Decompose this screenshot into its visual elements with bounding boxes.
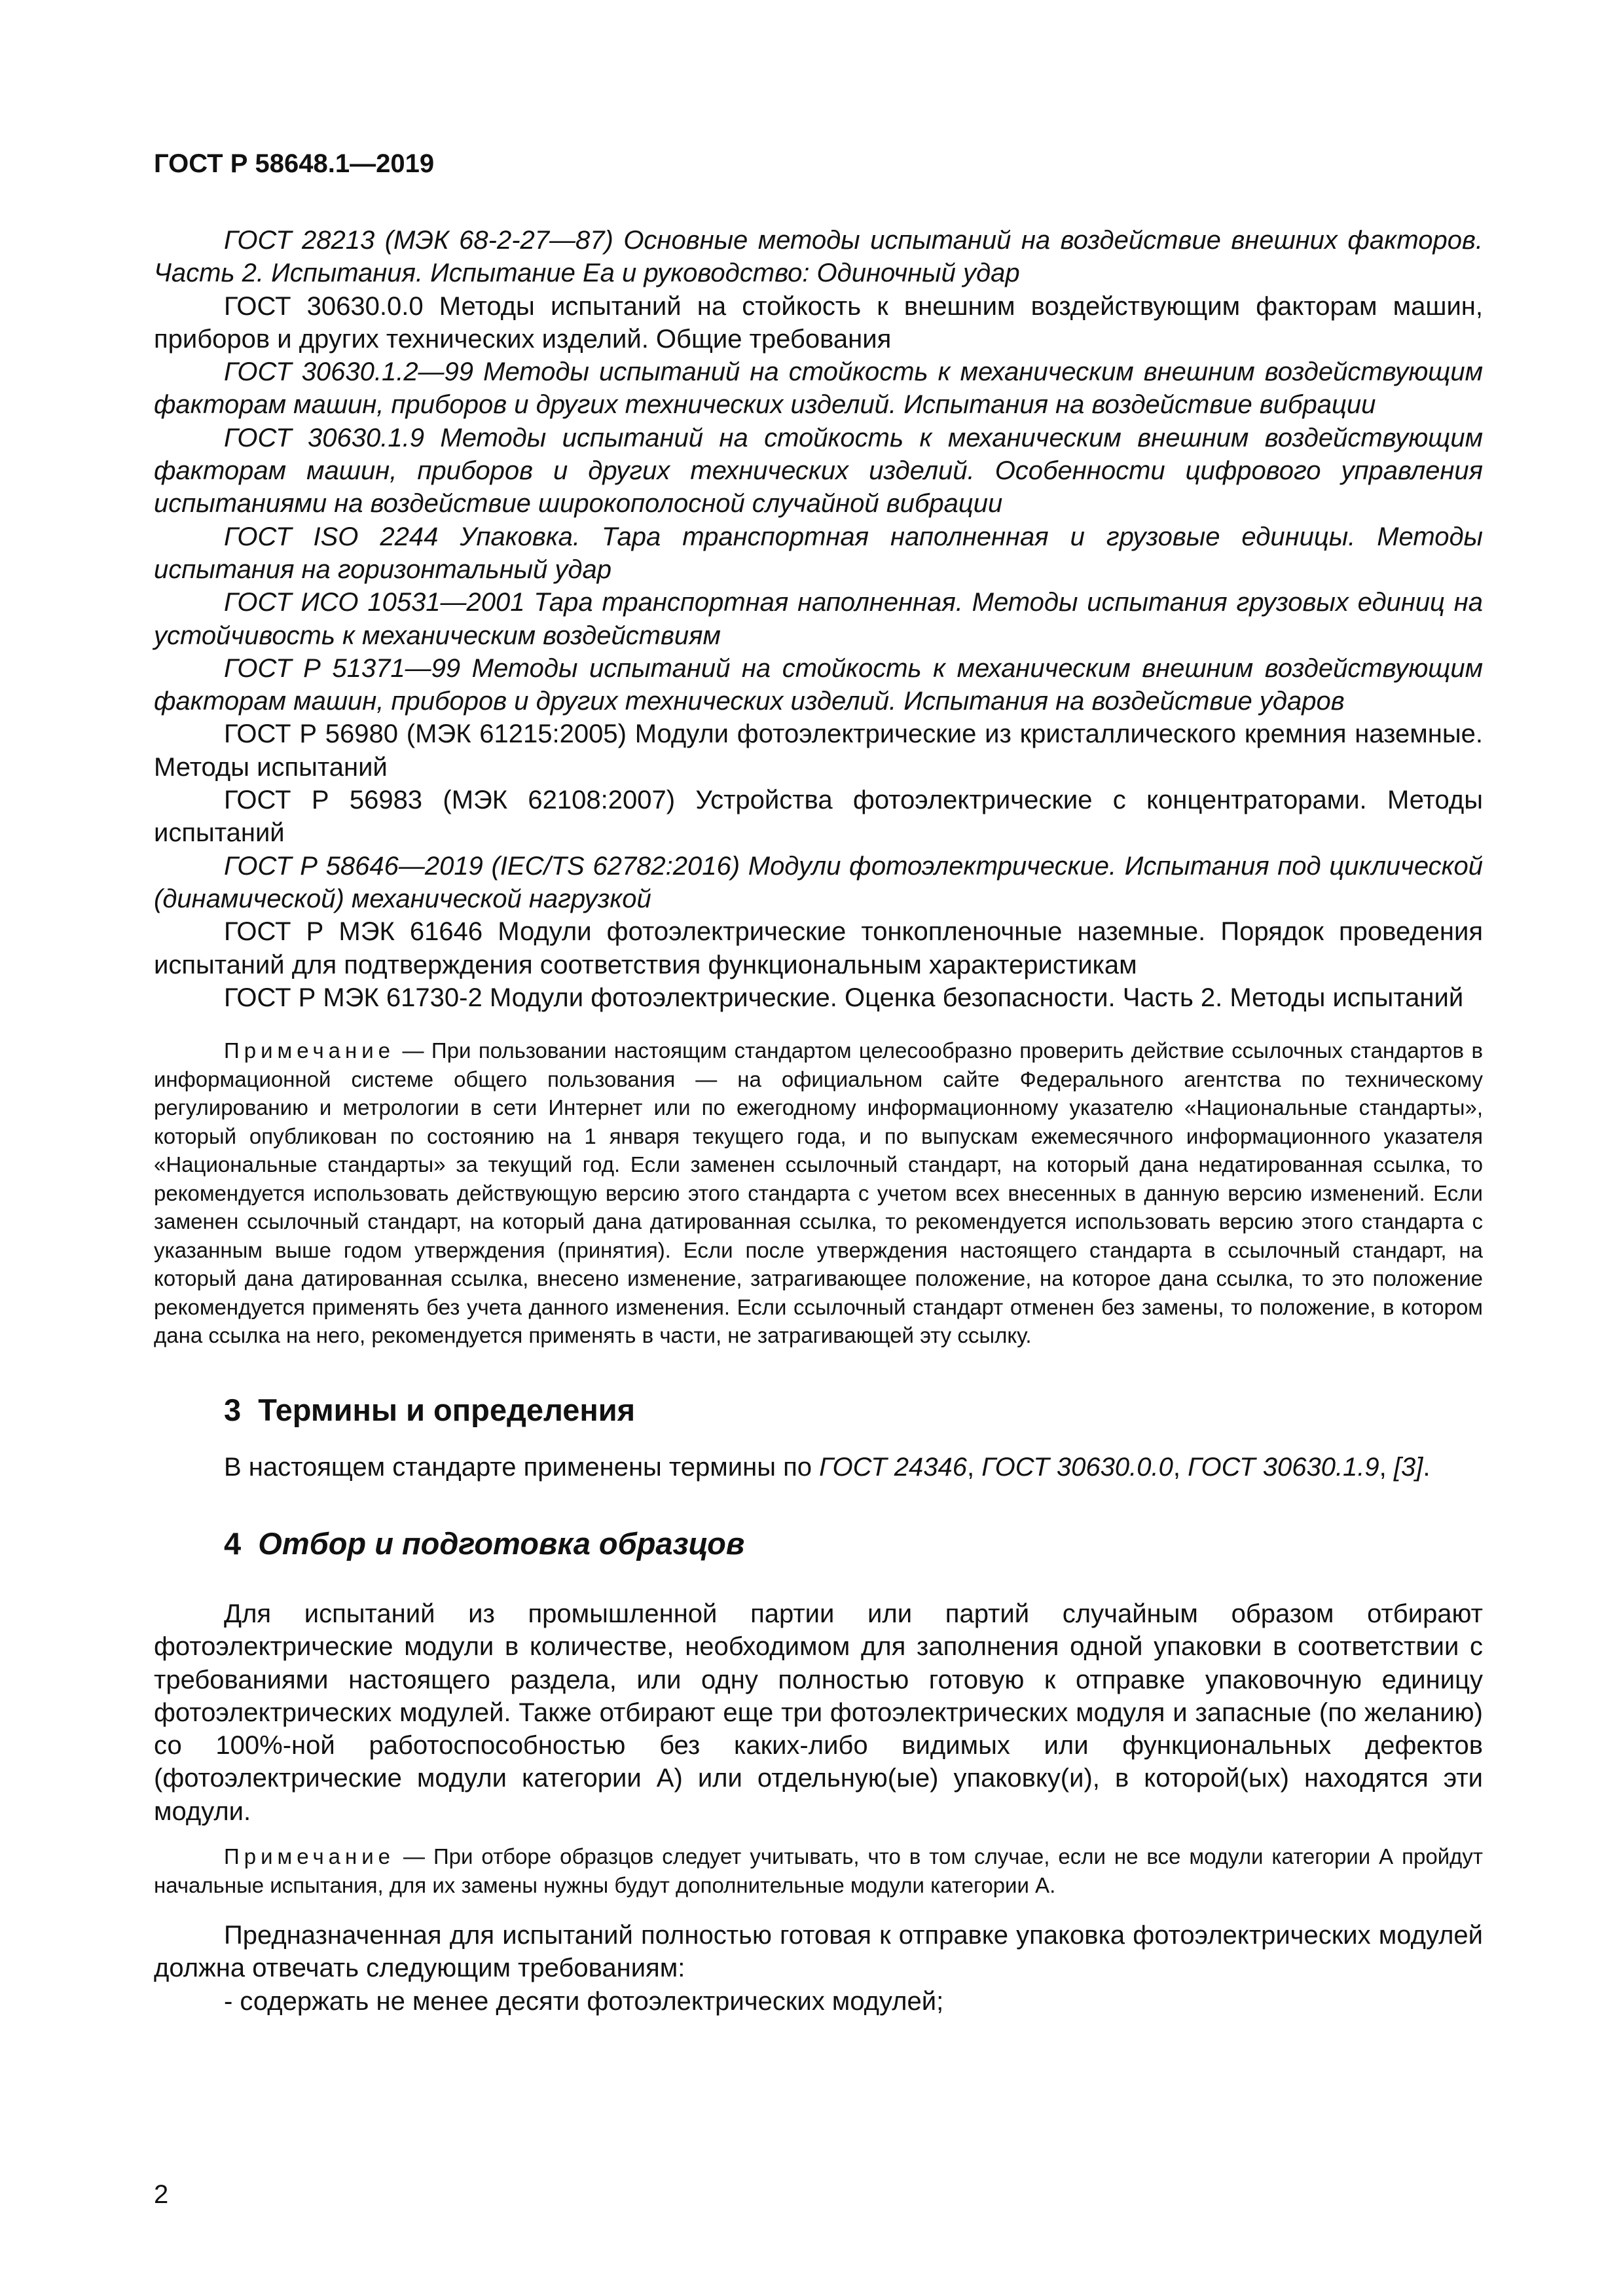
section-4-heading xyxy=(224,1524,1483,1563)
reference-item: ГОСТ 30630.1.9 Методы испытаний на стойкость к механическим внешним воздействующим факторам машин, приборов и других технических изделий. Особенности цифрового управления испытаниями на воздействие широкополосной случайной вибрации xyxy=(154,423,1483,519)
terms-ref: [3] xyxy=(1393,1452,1423,1482)
package-paragraph: Предназначенная для испытаний полностью готовая к отправке упаковка фотоэлектрических модулей должна отвечать следующим требованиям: xyxy=(154,1921,1483,1983)
section-3-heading xyxy=(224,1391,1483,1430)
reference-item: ГОСТ 28213 (МЭК 68-2-27—87) Основные методы испытаний на воздействие внешних факторов. Часть 2. Испытания. Испытание Еа и руководство: Одиночный удар xyxy=(154,226,1483,288)
terms-text: В настоящем стандарте применены термины по xyxy=(224,1452,820,1482)
reference-item: ГОСТ Р МЭК 61646 Модули фотоэлектрические тонкопленочные наземные. Порядок проведения испытаний для подтверждения соответствия функциональным характеристикам xyxy=(154,917,1483,979)
reference-item: ГОСТ Р 58646—2019 (IEC/TS 62782:2016) Модули фотоэлектрические. Испытания под циклической (динамической) механической нагрузкой xyxy=(154,851,1483,913)
page-number: 2 xyxy=(154,2180,169,2209)
document-header: ГОСТ Р 58648.1—2019 xyxy=(154,149,435,178)
note-label: Примечание xyxy=(224,1038,395,1063)
terms-end: . xyxy=(1423,1452,1431,1482)
note-references xyxy=(154,1036,1483,1350)
section-title: Термины и определения xyxy=(258,1392,636,1427)
list-item: - содержать не менее десяти фотоэлектрических модулей; xyxy=(224,1986,944,2016)
section-number: 4 xyxy=(224,1525,242,1561)
terms-ref: ГОСТ 30630.0.0 xyxy=(981,1452,1173,1482)
terms-paragraph xyxy=(154,1451,1483,1484)
terms-ref: ГОСТ 24346 xyxy=(819,1452,967,1482)
reference-item: ГОСТ Р 56980 (МЭК 61215:2005) Модули фотоэлектрические из кристаллического кремния наземные. Методы испытаний xyxy=(154,720,1483,782)
reference-item: ГОСТ Р 56983 (МЭК 62108:2007) Устройства фотоэлектрические с концентраторами. Методы испытаний xyxy=(154,786,1483,848)
document-body xyxy=(154,224,1483,2018)
terms-sep: , xyxy=(966,1452,982,1482)
reference-item: ГОСТ Р 51371—99 Методы испытаний на стойкость к механическим внешним воздействующим факторам машин, приборов и других технических изделий. Испытания на воздействие ударов xyxy=(154,653,1483,716)
note-sampling xyxy=(154,1842,1483,1899)
reference-item: ГОСТ 30630.0.0 Методы испытаний на стойкость к внешним воздействующим факторам машин, приборов и других технических изделий. Общие требования xyxy=(154,291,1483,354)
reference-item: ГОСТ ISO 2244 Упаковка. Тара транспортная наполненная и грузовые единицы. Методы испытания на горизонтальный удар xyxy=(154,522,1483,584)
section-number: 3 xyxy=(224,1392,242,1427)
note-text: — При отборе образцов следует учитывать, что в том случае, если не все модули категории А пройдут начальные испытания, для их замены нужны будут дополнительные модули категории А. xyxy=(154,1844,1483,1897)
note-label: Примечание xyxy=(224,1844,395,1868)
terms-sep: , xyxy=(1173,1452,1188,1482)
reference-item: ГОСТ 30630.1.2—99 Методы испытаний на стойкость к механическим внешним воздействующим факторам машин, приборов и других технических изделий. Испытания на воздействие вибрации xyxy=(154,357,1483,420)
reference-item: ГОСТ Р МЭК 61730-2 Модули фотоэлектрические. Оценка безопасности. Часть 2. Методы испытаний xyxy=(224,983,1464,1012)
reference-item: ГОСТ ИСО 10531—2001 Тара транспортная наполненная. Методы испытания грузовых единиц на устойчивость к механическим воздействиям xyxy=(154,588,1483,650)
note-text: — При пользовании настоящим стандартом целесообразно проверить действие ссылочных стандартов в информационной системе общего пользования — на официальном сайте Федерального агентства по техническому регулированию и метрологии в сети Интернет или по ежегодному информационному указателю «Национальные стандарты», который опубликован по состоянию на 1 января текущего года, и по выпускам ежемесячного информационного указателя «Национальные стандарты» за текущий год. Если заменен ссылочный стандарт, на который дана недатированная ссылка, то рекомендуется использовать действующую версию этого стандарта с учетом всех внесенных в данную версию изменений. Если заменен ссылочный стандарт, на который дана датированная ссылка, то рекомендуется использовать версию этого стандарта с указанным выше годом утверждения (принятия). Если после утверждения настоящего стандарта в ссылочный стандарт, на который дана датированная ссылка, внесено изменение, затрагивающее положение, на которое дана ссылка, то это положение рекомендуется применять без учета данного изменения. Если ссылочный стандарт отменен без замены, то положение, в котором дана ссылка на него, рекомендуется применять в части, не затрагивающей эту ссылку. xyxy=(154,1038,1483,1348)
sampling-paragraph: Для испытаний из промышленной партии или партий случайным образом отбирают фотоэлектрические модули в количестве, необходимом для заполнения одной упаковки в соответствии с требованиями настоящего раздела, или одну полностью готовую к отправке упаковочную единицу фотоэлектрических модулей. Также отбирают еще три фотоэлектрических модуля и запасные (по желанию) со 100%-ной работоспособностью без каких-либо видимых или функциональных дефектов (фотоэлектрические модули категории А) или отдельную(ые) упаковку(и), в которой(ых) находятся эти модули. xyxy=(154,1599,1483,1826)
terms-ref: ГОСТ 30630.1.9 xyxy=(1188,1452,1379,1482)
section-title: Отбор и подготовка образцов xyxy=(258,1525,745,1561)
terms-sep: , xyxy=(1379,1452,1394,1482)
